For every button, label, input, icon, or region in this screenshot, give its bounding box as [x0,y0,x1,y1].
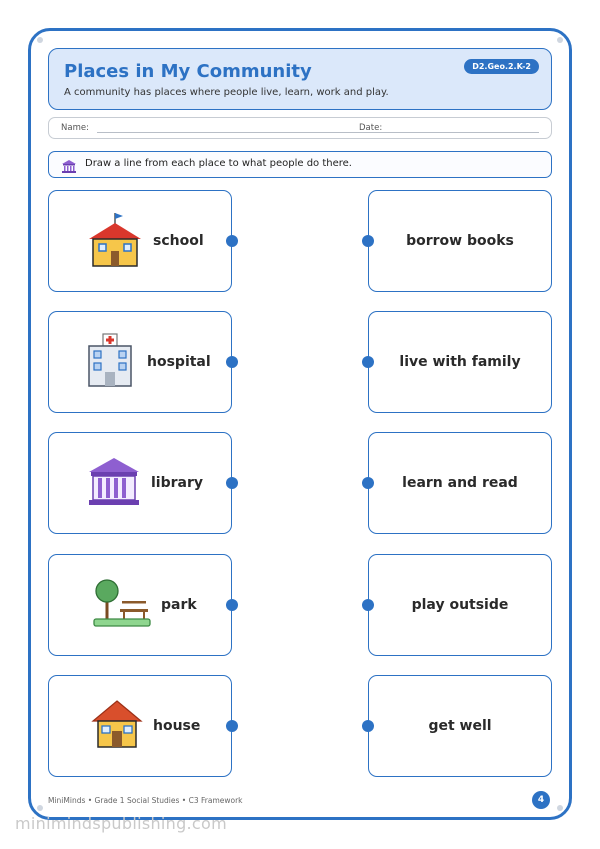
activity-label: get well [428,718,492,734]
date-label: Date: [359,123,383,133]
place-card-library [48,432,232,534]
place-label: hospital [147,354,211,370]
place-label: school [153,233,204,249]
library-icon [87,456,141,510]
activity-label: learn and read [402,475,518,491]
place-card-hospital [48,311,232,413]
activity-card-play-outside [368,554,552,656]
park-icon [93,577,151,633]
instructions-box [48,151,552,178]
footer-text: MiniMinds • Grade 1 Social Studies • C3 Framework [48,796,243,805]
activity-connect-dot[interactable] [362,477,374,489]
activity-connect-dot[interactable] [362,235,374,247]
page-number-badge: 4 [532,791,550,809]
place-label: park [161,597,197,613]
place-card-house [48,675,232,777]
place-card-park [48,554,232,656]
name-label: Name: [61,123,89,133]
name-date-bar [48,117,552,139]
corner-dot [37,37,43,43]
place-connect-dot[interactable] [226,235,238,247]
activity-connect-dot[interactable] [362,720,374,732]
activity-card-live-with-family [368,311,552,413]
date-field[interactable] [389,132,539,133]
activity-connect-dot[interactable] [362,599,374,611]
place-connect-dot[interactable] [226,599,238,611]
activity-label: borrow books [406,233,514,249]
corner-dot [557,805,563,811]
instructions-text: Draw a line from each place to what people do there. [85,158,352,169]
activity-label: live with family [399,354,521,370]
corner-dot [37,805,43,811]
activity-label: play outside [411,597,509,613]
activity-connect-dot[interactable] [362,356,374,368]
page-subtitle: A community has places where people live, learn, work and play. [64,87,389,98]
page-title: Places in My Community [64,61,312,82]
place-label: library [151,475,204,491]
place-label: house [153,718,201,734]
place-connect-dot[interactable] [226,356,238,368]
hospital-icon [85,332,137,392]
activity-card-get-well [368,675,552,777]
school-icon [87,209,143,273]
place-connect-dot[interactable] [226,720,238,732]
corner-dot [557,37,563,43]
activity-card-borrow-books [368,190,552,292]
standard-code-badge: D2.Geo.2.K-2 [464,59,539,74]
house-icon [91,699,143,753]
header-panel [48,48,552,110]
name-field[interactable] [97,132,389,133]
place-connect-dot[interactable] [226,477,238,489]
activity-card-learn-and-read [368,432,552,534]
watermark: minimindspublishing.com [15,814,228,833]
library-icon [62,158,76,177]
place-card-school [48,190,232,292]
